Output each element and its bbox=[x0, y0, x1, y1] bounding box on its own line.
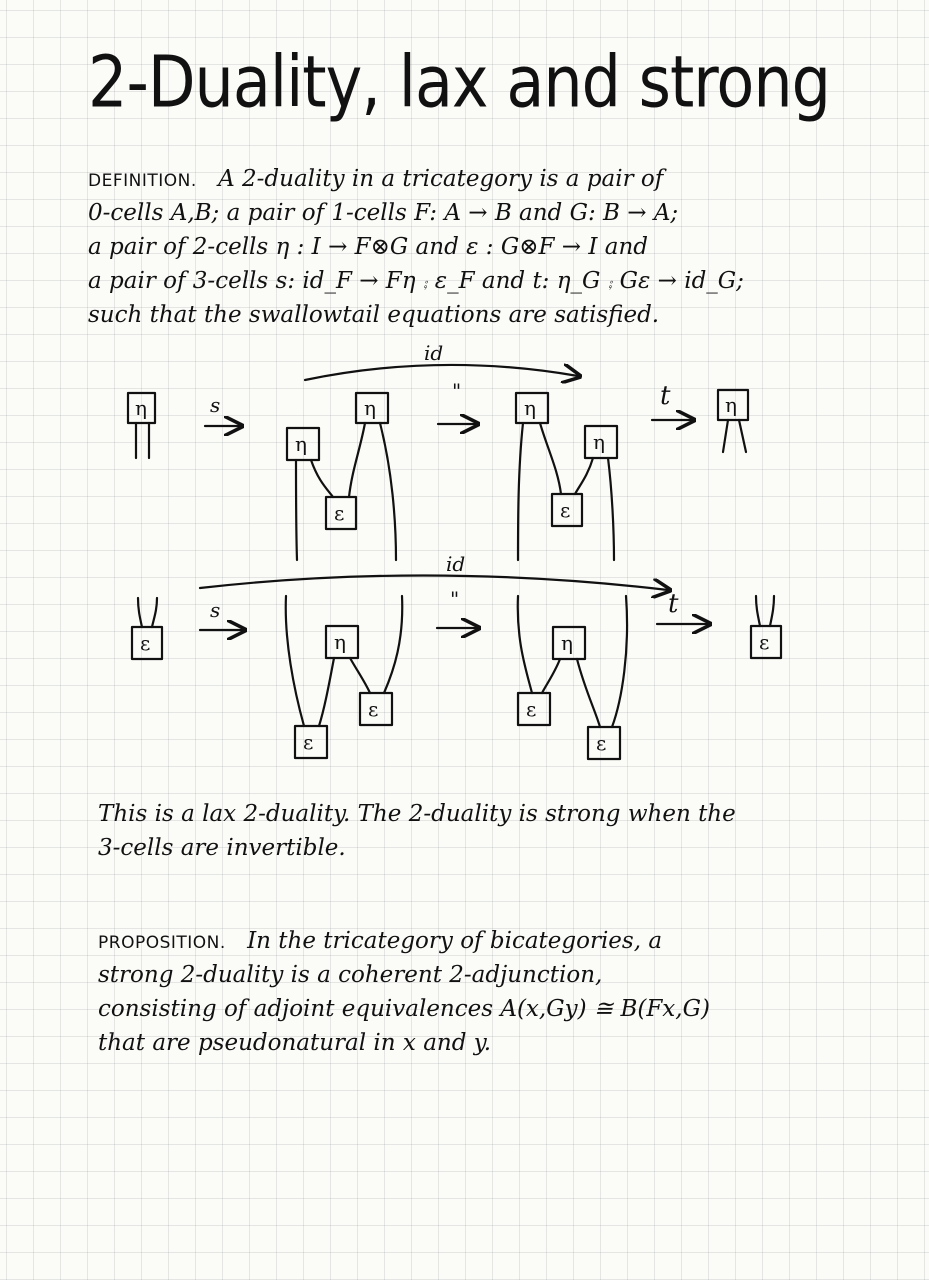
page-title: 2-Duality, lax and strong bbox=[88, 40, 831, 124]
proposition-line-2: strong 2-duality is a coherent 2-adjunction, bbox=[98, 962, 603, 988]
top-diagram-4 bbox=[718, 390, 748, 452]
top-d3-epsilon: ε bbox=[560, 498, 571, 522]
top-d2-epsilon: ε bbox=[334, 501, 345, 525]
top-id-label: id bbox=[424, 341, 444, 365]
bottom-d2-epsilon-left: ε bbox=[303, 730, 314, 754]
bottom-s-label: s bbox=[210, 598, 221, 622]
top-d3-eta-left: η bbox=[524, 396, 536, 420]
bottom-id-label: id bbox=[446, 552, 466, 576]
proposition-label: PROPOSITION. bbox=[98, 933, 226, 953]
bottom-d2-epsilon-right: ε bbox=[368, 697, 379, 721]
top-diagram-3 bbox=[516, 393, 617, 560]
top-t-label: t bbox=[660, 381, 671, 411]
bottom-d3-epsilon-right: ε bbox=[596, 731, 607, 755]
bottom-diagram-4 bbox=[751, 596, 781, 658]
bottom-d2-eta: η bbox=[334, 630, 346, 654]
proposition-block bbox=[98, 930, 710, 1066]
bottom-diagram-2 bbox=[286, 596, 403, 758]
top-diagram-2 bbox=[287, 393, 396, 560]
bottom-d1-epsilon: ε bbox=[140, 631, 151, 655]
proposition-line-3: consisting of adjoint equivalences A(x,Gy) ≅ B(Fx,G) bbox=[98, 996, 710, 1022]
definition-line-2: 0-cells A,B; a pair of 1-cells F: A → B and G: B → A; bbox=[88, 200, 679, 226]
top-d2-eta-right: η bbox=[364, 396, 376, 420]
proposition-line-4: that are pseudonatural in x and y. bbox=[98, 1030, 491, 1056]
top-s-label: s bbox=[210, 393, 221, 417]
top-diagram-1 bbox=[128, 393, 155, 458]
bottom-diagram-3 bbox=[518, 596, 627, 759]
remark-line-2: 3-cells are invertible. bbox=[98, 835, 346, 861]
definition-line-4: a pair of 3-cells s: id_F → Fη ⨾ ε_F and t: η_G ⨾ Gε → id_G; bbox=[88, 268, 744, 294]
definition-line-3: a pair of 2-cells η : I → F⊗G and ε : G⊗F → I and bbox=[88, 234, 648, 260]
bottom-id-arrow bbox=[200, 575, 668, 590]
bottom-d3-eta: η bbox=[561, 631, 573, 655]
top-d4-eta: η bbox=[725, 393, 737, 417]
top-d3-eta-right: η bbox=[593, 430, 605, 454]
bottom-diagram-1 bbox=[132, 598, 162, 659]
top-equals-label: " bbox=[452, 379, 462, 403]
definition-line-5: such that the swallowtail equations are satisfied. bbox=[88, 302, 660, 328]
bottom-d3-epsilon-left: ε bbox=[526, 697, 537, 721]
top-d1-eta: η bbox=[135, 396, 147, 420]
bottom-d4-epsilon: ε bbox=[759, 630, 770, 654]
proposition-line-1: In the tricategory of bicategories, a bbox=[247, 928, 663, 954]
top-d2-eta-left: η bbox=[295, 432, 307, 456]
top-id-arrow bbox=[305, 365, 578, 380]
remark-block bbox=[98, 803, 736, 871]
bottom-equals-label: " bbox=[450, 587, 460, 611]
bottom-t-label: t bbox=[668, 589, 679, 619]
definition-line-1: A 2-duality in a tricategory is a pair of bbox=[218, 166, 664, 192]
remark-line-1: This is a lax 2-duality. The 2-duality is strong when the bbox=[98, 801, 736, 827]
definition-label: DEFINITION. bbox=[88, 171, 197, 191]
